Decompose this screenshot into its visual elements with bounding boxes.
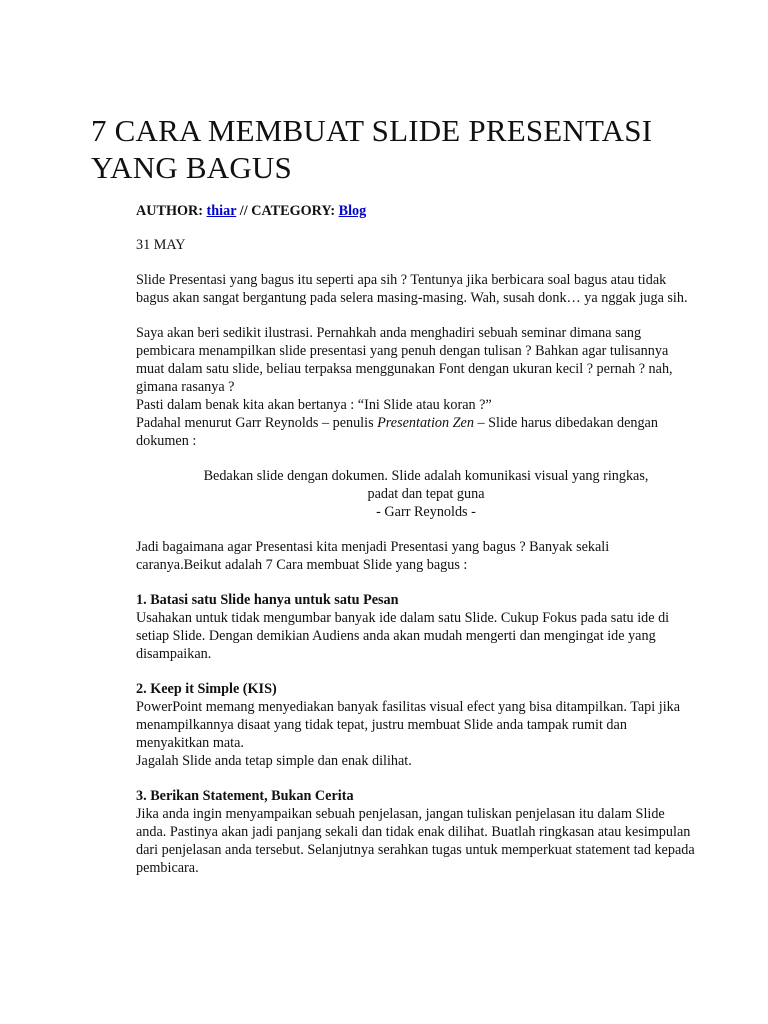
intro-paragraph: Slide Presentasi yang bagus itu seperti apa sih ? Tentunya jika berbicara soal bagus atau tidak bagus akan sangat bergantung pada selera masing-masing. Wah, susah donk… ya nggak juga sih. bbox=[136, 272, 688, 306]
quote-line-2: padat dan tepat guna bbox=[367, 486, 485, 502]
quote-attribution: - Garr Reynolds - bbox=[376, 504, 476, 520]
author-link[interactable]: thiar bbox=[206, 203, 237, 219]
reynolds-text-after: – Slide harus dibedakan dengan dokumen : bbox=[136, 415, 658, 449]
blockquote bbox=[156, 467, 696, 521]
section-2-heading: 2. Keep it Simple (KIS) bbox=[136, 681, 277, 697]
section-2-text-2: Jagalah Slide anda tetap simple dan enak dilihat. bbox=[136, 753, 412, 769]
category-label: // CATEGORY: bbox=[236, 203, 339, 219]
article-body bbox=[136, 202, 696, 877]
reynolds-text-before: Padahal menurut Garr Reynolds – penulis bbox=[136, 415, 378, 431]
article-title bbox=[91, 112, 731, 186]
question-paragraph: Pasti dalam benak kita akan bertanya : “Ini Slide atau koran ?” bbox=[136, 397, 492, 413]
category-link[interactable]: Blog bbox=[338, 203, 367, 219]
author-label: AUTHOR: bbox=[136, 203, 207, 219]
section-2-text: PowerPoint memang menyediakan banyak fasilitas visual efect yang bisa ditampilkan. Tapi jika menampilkannya disaat yang tidak tepat, justru membuat Slide anda tampak rumit dan menyakitkan mata. bbox=[136, 699, 681, 751]
illustration-paragraph: Saya akan beri sedikit ilustrasi. Pernahkah anda menghadiri sebuah seminar dimana sang pembicara menampilkan slide presentasi yang penuh dengan tulisan ? Bahkan agar tulisannya muat dalam satu slide, beliau terpaksa menggunakan Font dengan ukuran kecil ? pernah ? nah, gimana rasanya ? bbox=[136, 325, 673, 395]
section-3-heading: 3. Berikan Statement, Bukan Cerita bbox=[136, 788, 354, 804]
article-meta bbox=[136, 202, 696, 220]
post-date: 31 MAY bbox=[136, 237, 186, 253]
book-title: Presentation Zen bbox=[377, 415, 474, 431]
section-3-text: Jika anda ingin menyampaikan sebuah penjelasan, jangan tuliskan penjelasan itu dalam Slide anda. Pastinya akan jadi panjang sekali dan tidak enak dilihat. Buatlah ringkasan atau kesimpulan dari penjelasan anda tersebut. Selanjutnya serahkan tugas untuk memperkuat statement tad kepada pembicara. bbox=[136, 806, 695, 876]
transition-paragraph: Jadi bagaimana agar Presentasi kita menjadi Presentasi yang bagus ? Banyak sekali caranya.Beikut adalah 7 Cara membuat Slide yang bagus : bbox=[136, 539, 610, 573]
title-line-1: 7 CARA MEMBUAT SLIDE PRESENTASI bbox=[91, 113, 653, 148]
title-line-2: YANG BAGUS bbox=[91, 150, 292, 185]
section-1-heading: 1. Batasi satu Slide hanya untuk satu Pesan bbox=[136, 592, 399, 608]
quote-line-1: Bedakan slide dengan dokumen. Slide adalah komunikasi visual yang ringkas, bbox=[203, 468, 649, 484]
reynolds-paragraph bbox=[136, 414, 696, 450]
section-1-text: Usahakan untuk tidak mengumbar banyak ide dalam satu Slide. Cukup Fokus pada satu ide di setiap Slide. Dengan demikian Audiens anda akan mudah mengerti dan mengingat ide yang disampaikan. bbox=[136, 610, 670, 662]
